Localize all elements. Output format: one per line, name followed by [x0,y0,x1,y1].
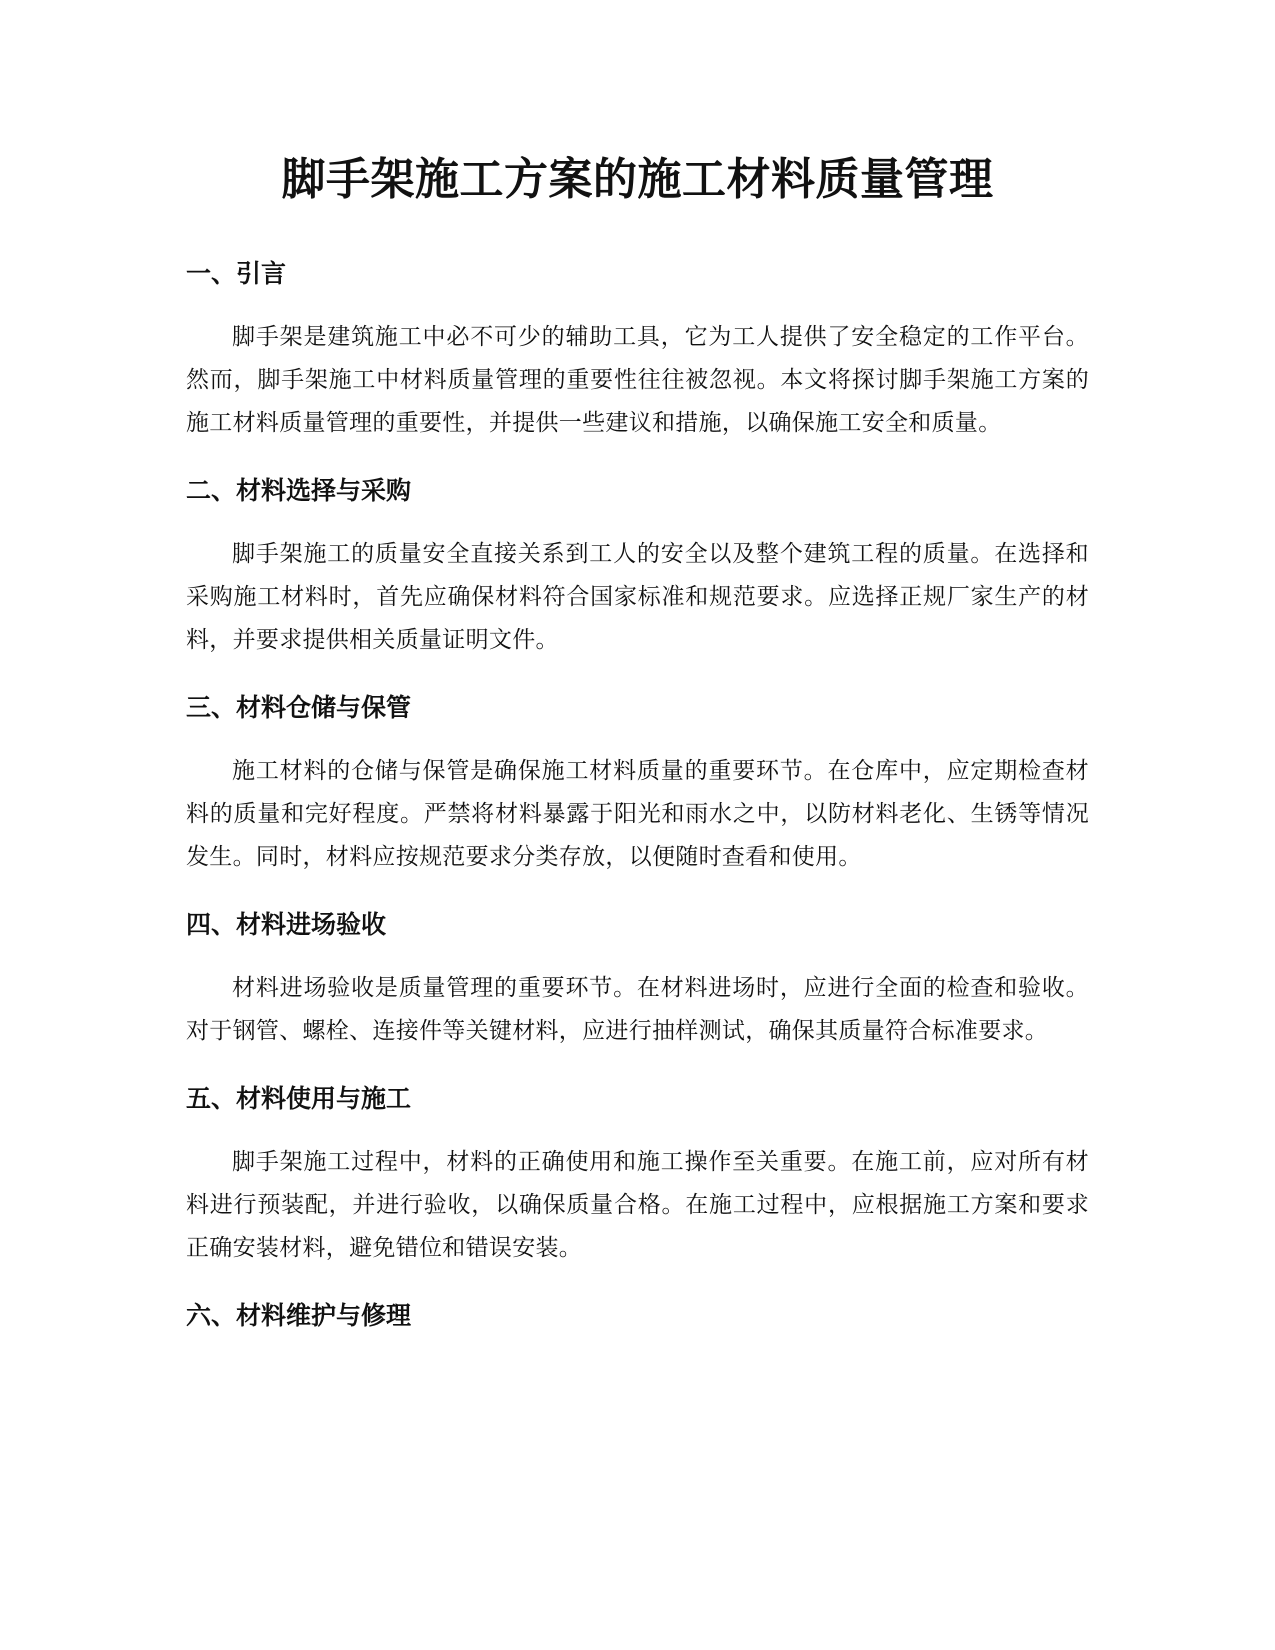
section-paragraph: 材料进场验收是质量管理的重要环节。在材料进场时，应进行全面的检查和验收。对于钢管、螺栓、连接件等关键材料，应进行抽样测试，确保其质量符合标准要求。 [186,975,1089,1044]
section-material-use [186,1079,1089,1270]
section-heading: 六、材料维护与修理 [186,1301,412,1330]
section-heading: 二、材料选择与采购 [186,476,412,505]
document-title: 脚手架施工方案的施工材料质量管理 [281,154,994,205]
section-material-maintenance [186,1296,1089,1336]
section-paragraph: 施工材料的仓储与保管是确保施工材料质量的重要环节。在仓库中，应定期检查材料的质量和完好程度。严禁将材料暴露于阳光和雨水之中，以防材料老化、生锈等情况发生。同时，材料应按规范要求分类存放，以便随时查看和使用。 [186,758,1089,870]
section-paragraph: 脚手架是建筑施工中必不可少的辅助工具，它为工人提供了安全稳定的工作平台。然而，脚手架施工中材料质量管理的重要性往往被忽视。本文将探讨脚手架施工方案的施工材料质量管理的重要性，并提供一些建议和措施，以确保施工安全和质量。 [186,324,1089,436]
section-heading: 三、材料仓储与保管 [186,693,412,722]
section-heading: 五、材料使用与施工 [186,1084,412,1113]
section-material-acceptance [186,905,1089,1053]
section-heading: 四、材料进场验收 [186,910,387,939]
section-material-storage [186,688,1089,879]
section-paragraph: 脚手架施工过程中，材料的正确使用和施工操作至关重要。在施工前，应对所有材料进行预装配，并进行验收，以确保质量合格。在施工过程中，应根据施工方案和要求正确安装材料，避免错位和错误安装。 [186,1149,1089,1261]
section-paragraph: 脚手架施工的质量安全直接关系到工人的安全以及整个建筑工程的质量。在选择和采购施工材料时，首先应确保材料符合国家标准和规范要求。应选择正规厂家生产的材料，并要求提供相关质量证明文件。 [186,541,1089,653]
section-introduction [186,254,1089,445]
section-material-selection [186,471,1089,662]
section-heading: 一、引言 [186,259,287,288]
